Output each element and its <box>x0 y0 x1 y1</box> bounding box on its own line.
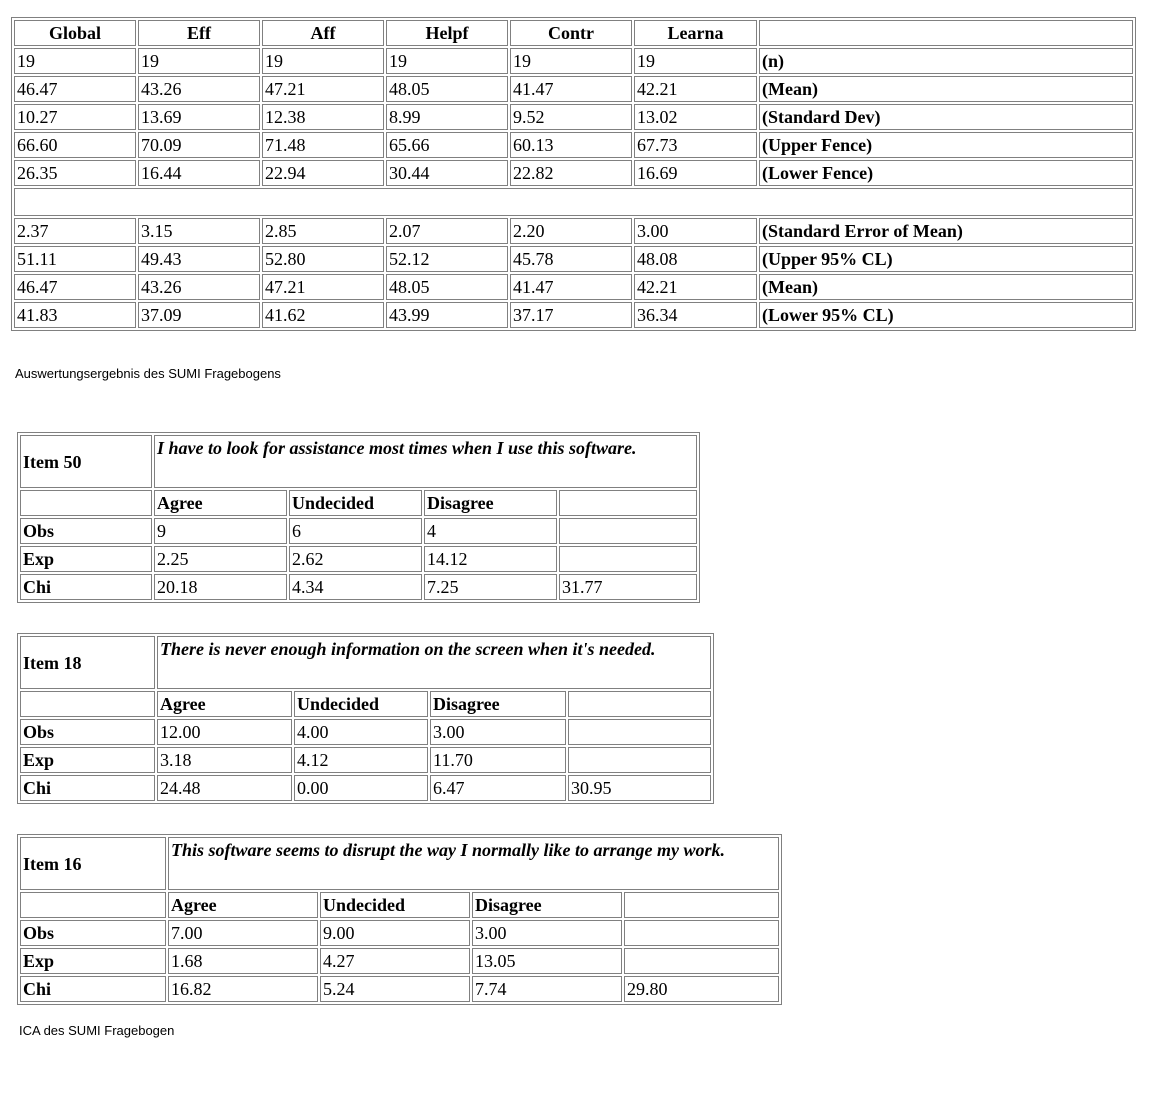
item-question: This software seems to disrupt the way I normally like to arrange my work. <box>168 837 779 890</box>
cell: 48.05 <box>386 274 508 300</box>
cell: 45.78 <box>510 246 632 272</box>
header-disagree: Disagree <box>424 490 557 516</box>
cell: 5.24 <box>320 976 470 1002</box>
cell: 3.00 <box>634 218 757 244</box>
cell: 2.25 <box>154 546 287 572</box>
header-cell: Learna <box>634 20 757 46</box>
cell: 41.47 <box>510 76 632 102</box>
table-row <box>14 160 1133 186</box>
row-label: Obs <box>20 719 155 745</box>
item-header-row <box>20 490 697 516</box>
cell: 52.12 <box>386 246 508 272</box>
header-agree: Agree <box>157 691 292 717</box>
cell: 7.00 <box>168 920 318 946</box>
cell: 8.99 <box>386 104 508 130</box>
table-row <box>20 574 697 600</box>
cell: 13.05 <box>472 948 622 974</box>
cell: 2.85 <box>262 218 384 244</box>
cell: 37.09 <box>138 302 260 328</box>
cell: 13.69 <box>138 104 260 130</box>
cell: 42.21 <box>634 274 757 300</box>
row-label: (Standard Error of Mean) <box>759 218 1133 244</box>
cell: 4.00 <box>294 719 428 745</box>
item-title: Item 16 <box>20 837 166 890</box>
empty-cell <box>20 892 166 918</box>
cell: 2.62 <box>289 546 422 572</box>
cell: 3.18 <box>157 747 292 773</box>
cell: 47.21 <box>262 274 384 300</box>
cell: 12.38 <box>262 104 384 130</box>
cell: 9.52 <box>510 104 632 130</box>
table-row <box>14 132 1133 158</box>
cell: 31.77 <box>559 574 697 600</box>
cell: 30.95 <box>568 775 711 801</box>
item-title: Item 50 <box>20 435 152 488</box>
spacer-cell <box>14 188 1133 216</box>
table-row <box>14 246 1133 272</box>
cell: 0.00 <box>294 775 428 801</box>
row-label: (n) <box>759 48 1133 74</box>
row-label: (Standard Dev) <box>759 104 1133 130</box>
row-label: Obs <box>20 920 166 946</box>
cell: 13.02 <box>634 104 757 130</box>
cell: 42.21 <box>634 76 757 102</box>
cell: 19 <box>634 48 757 74</box>
cell: 3.00 <box>430 719 566 745</box>
cell: 48.08 <box>634 246 757 272</box>
header-disagree: Disagree <box>472 892 622 918</box>
table-row <box>20 920 779 946</box>
cell: 3.00 <box>472 920 622 946</box>
item-question: There is never enough information on the screen when it's needed. <box>157 636 711 689</box>
cell: 12.00 <box>157 719 292 745</box>
table-row <box>14 48 1133 74</box>
item-question: I have to look for assistance most times when I use this software. <box>154 435 697 488</box>
row-label: Chi <box>20 976 166 1002</box>
header-row <box>14 20 1133 46</box>
table-row <box>14 218 1133 244</box>
cell: 36.34 <box>634 302 757 328</box>
cell: 9 <box>154 518 287 544</box>
cell <box>624 948 779 974</box>
empty-cell <box>624 892 779 918</box>
cell: 4.27 <box>320 948 470 974</box>
cell: 7.25 <box>424 574 557 600</box>
cell: 3.15 <box>138 218 260 244</box>
row-label: (Mean) <box>759 274 1133 300</box>
header-cell: Global <box>14 20 136 46</box>
cell: 29.80 <box>624 976 779 1002</box>
cell <box>559 518 697 544</box>
cell: 26.35 <box>14 160 136 186</box>
cell: 46.47 <box>14 76 136 102</box>
cell: 60.13 <box>510 132 632 158</box>
row-label: Chi <box>20 574 152 600</box>
empty-cell <box>20 490 152 516</box>
cell: 19 <box>386 48 508 74</box>
item-header-row <box>20 691 711 717</box>
cell: 22.82 <box>510 160 632 186</box>
cell: 43.26 <box>138 76 260 102</box>
cell: 2.37 <box>14 218 136 244</box>
table-row <box>14 76 1133 102</box>
cell: 4.12 <box>294 747 428 773</box>
cell: 47.21 <box>262 76 384 102</box>
row-label: Exp <box>20 948 166 974</box>
row-label: Obs <box>20 518 152 544</box>
header-undecided: Undecided <box>320 892 470 918</box>
cell: 19 <box>510 48 632 74</box>
cell: 67.73 <box>634 132 757 158</box>
item-question-row <box>20 435 697 488</box>
cell <box>568 747 711 773</box>
header-cell: Eff <box>138 20 260 46</box>
row-label: Chi <box>20 775 155 801</box>
table-row <box>14 104 1133 130</box>
cell: 41.62 <box>262 302 384 328</box>
header-cell: Helpf <box>386 20 508 46</box>
row-label: (Upper 95% CL) <box>759 246 1133 272</box>
cell: 11.70 <box>430 747 566 773</box>
header-agree: Agree <box>168 892 318 918</box>
cell: 2.07 <box>386 218 508 244</box>
cell: 70.09 <box>138 132 260 158</box>
empty-cell <box>20 691 155 717</box>
cell: 20.18 <box>154 574 287 600</box>
header-undecided: Undecided <box>289 490 422 516</box>
cell: 24.48 <box>157 775 292 801</box>
item-header-row <box>20 892 779 918</box>
row-label: (Lower 95% CL) <box>759 302 1133 328</box>
cell: 16.82 <box>168 976 318 1002</box>
caption-ica: ICA des SUMI Fragebogen <box>19 1023 175 1038</box>
cell: 19 <box>138 48 260 74</box>
cell: 22.94 <box>262 160 384 186</box>
sumi-results-table <box>11 17 1136 331</box>
table-row <box>20 546 697 572</box>
cell: 19 <box>262 48 384 74</box>
cell: 48.05 <box>386 76 508 102</box>
spacer-row <box>14 188 1133 216</box>
cell: 10.27 <box>14 104 136 130</box>
cell: 37.17 <box>510 302 632 328</box>
cell: 66.60 <box>14 132 136 158</box>
cell: 46.47 <box>14 274 136 300</box>
cell: 71.48 <box>262 132 384 158</box>
cell: 4.34 <box>289 574 422 600</box>
cell: 30.44 <box>386 160 508 186</box>
cell <box>624 920 779 946</box>
cell: 16.44 <box>138 160 260 186</box>
cell: 43.26 <box>138 274 260 300</box>
row-label: Exp <box>20 546 152 572</box>
item-16-table <box>17 834 782 1005</box>
table-row <box>20 518 697 544</box>
table-row <box>20 747 711 773</box>
cell: 49.43 <box>138 246 260 272</box>
cell: 41.83 <box>14 302 136 328</box>
header-cell <box>759 20 1133 46</box>
row-label: (Mean) <box>759 76 1133 102</box>
row-label: (Lower Fence) <box>759 160 1133 186</box>
cell: 19 <box>14 48 136 74</box>
header-disagree: Disagree <box>430 691 566 717</box>
item-title: Item 18 <box>20 636 155 689</box>
header-cell: Contr <box>510 20 632 46</box>
cell: 43.99 <box>386 302 508 328</box>
cell: 1.68 <box>168 948 318 974</box>
cell <box>559 546 697 572</box>
cell: 6 <box>289 518 422 544</box>
item-question-row <box>20 636 711 689</box>
cell <box>568 719 711 745</box>
cell: 4 <box>424 518 557 544</box>
caption-sumi-results: Auswertungsergebnis des SUMI Fragebogens <box>15 366 281 381</box>
empty-cell <box>559 490 697 516</box>
cell: 14.12 <box>424 546 557 572</box>
table-row <box>20 948 779 974</box>
table-row <box>14 302 1133 328</box>
row-label: Exp <box>20 747 155 773</box>
item-50-table <box>17 432 700 603</box>
cell: 16.69 <box>634 160 757 186</box>
table-row <box>20 719 711 745</box>
empty-cell <box>568 691 711 717</box>
table-row <box>20 976 779 1002</box>
table-row <box>14 274 1133 300</box>
cell: 51.11 <box>14 246 136 272</box>
row-label: (Upper Fence) <box>759 132 1133 158</box>
cell: 7.74 <box>472 976 622 1002</box>
cell: 52.80 <box>262 246 384 272</box>
cell: 65.66 <box>386 132 508 158</box>
header-undecided: Undecided <box>294 691 428 717</box>
header-cell: Aff <box>262 20 384 46</box>
item-18-table <box>17 633 714 804</box>
cell: 6.47 <box>430 775 566 801</box>
item-question-row <box>20 837 779 890</box>
cell: 41.47 <box>510 274 632 300</box>
table-row <box>20 775 711 801</box>
cell: 9.00 <box>320 920 470 946</box>
cell: 2.20 <box>510 218 632 244</box>
header-agree: Agree <box>154 490 287 516</box>
